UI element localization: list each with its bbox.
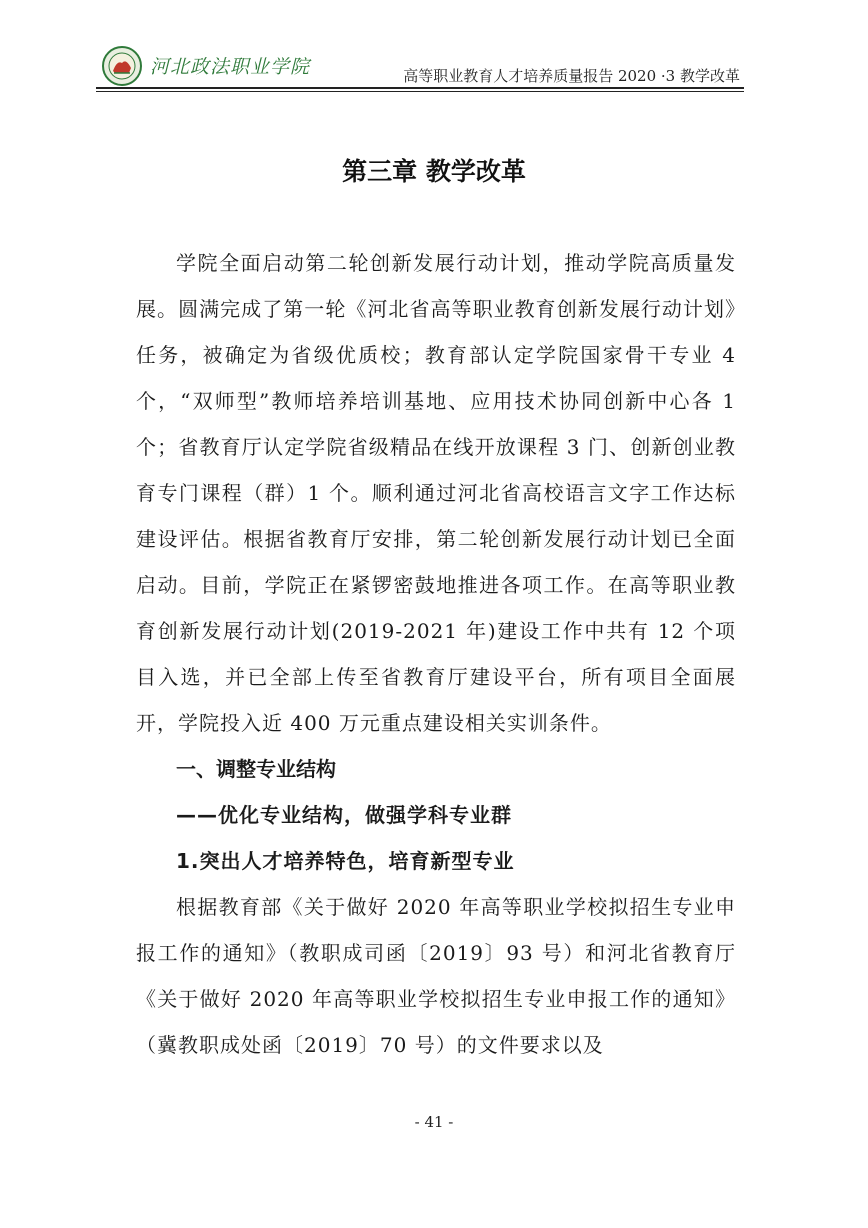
section-heading: 一、调整专业结构 — [176, 757, 336, 781]
header-divider — [96, 87, 744, 89]
chapter-title: 第三章 教学改革 — [342, 157, 526, 186]
body-paragraph: 根据教育部《关于做好 2020 年高等职业学校拟招生专业申报工作的通知》（教职成司函〔2019〕93 号）和河北省教育厅《关于做好 2020 年高等职业学校拟招生专业申报工作的通知》（冀教职成处函〔2019〕70 号）的文件要求以及 — [136, 895, 736, 1057]
page-header — [96, 42, 744, 90]
college-seal-icon — [102, 46, 142, 86]
college-logo-text: 河北政法职业学院 — [150, 56, 311, 78]
subsection-heading: 1.突出人才培养特色，培育新型专业 — [176, 849, 515, 873]
page-number: - 41 - — [414, 1113, 454, 1131]
header-divider-thin — [96, 91, 744, 92]
intro-paragraph: 学院全面启动第二轮创新发展行动计划，推动学院高质量发展。圆满完成了第一轮《河北省高等职业教育创新发展行动计划》任务，被确定为省级优质校；教育部认定学院国家骨干专业 4 个，“双师型”教师培养培训基地、应用技术协同创新中心各 1 个；省教育厅认定学院省级精品在线开放课程 3 门、创新创业教育专门课程（群）1 个。顺利通过河北省高校语言文字工作达标建设评估。根据省教育厅安排，第二轮创新发展行动计划已全面启动。目前，学院正在紧锣密鼓地推进各项工作。在高等职业教育创新发展行动计划(2019-2021 年)建设工作中共有 12 个项目入选，并已全部上传至省教育厅建设平台，所有项目全面展开，学院投入近 400 万元重点建设相关实训条件。 — [136, 251, 736, 735]
document-body — [136, 240, 736, 1068]
section-subtitle: ——优化专业结构，做强学科专业群 — [176, 803, 512, 827]
report-header-title: 高等职业教育人才培养质量报告 2020 ·3 教学改革 — [403, 67, 740, 85]
